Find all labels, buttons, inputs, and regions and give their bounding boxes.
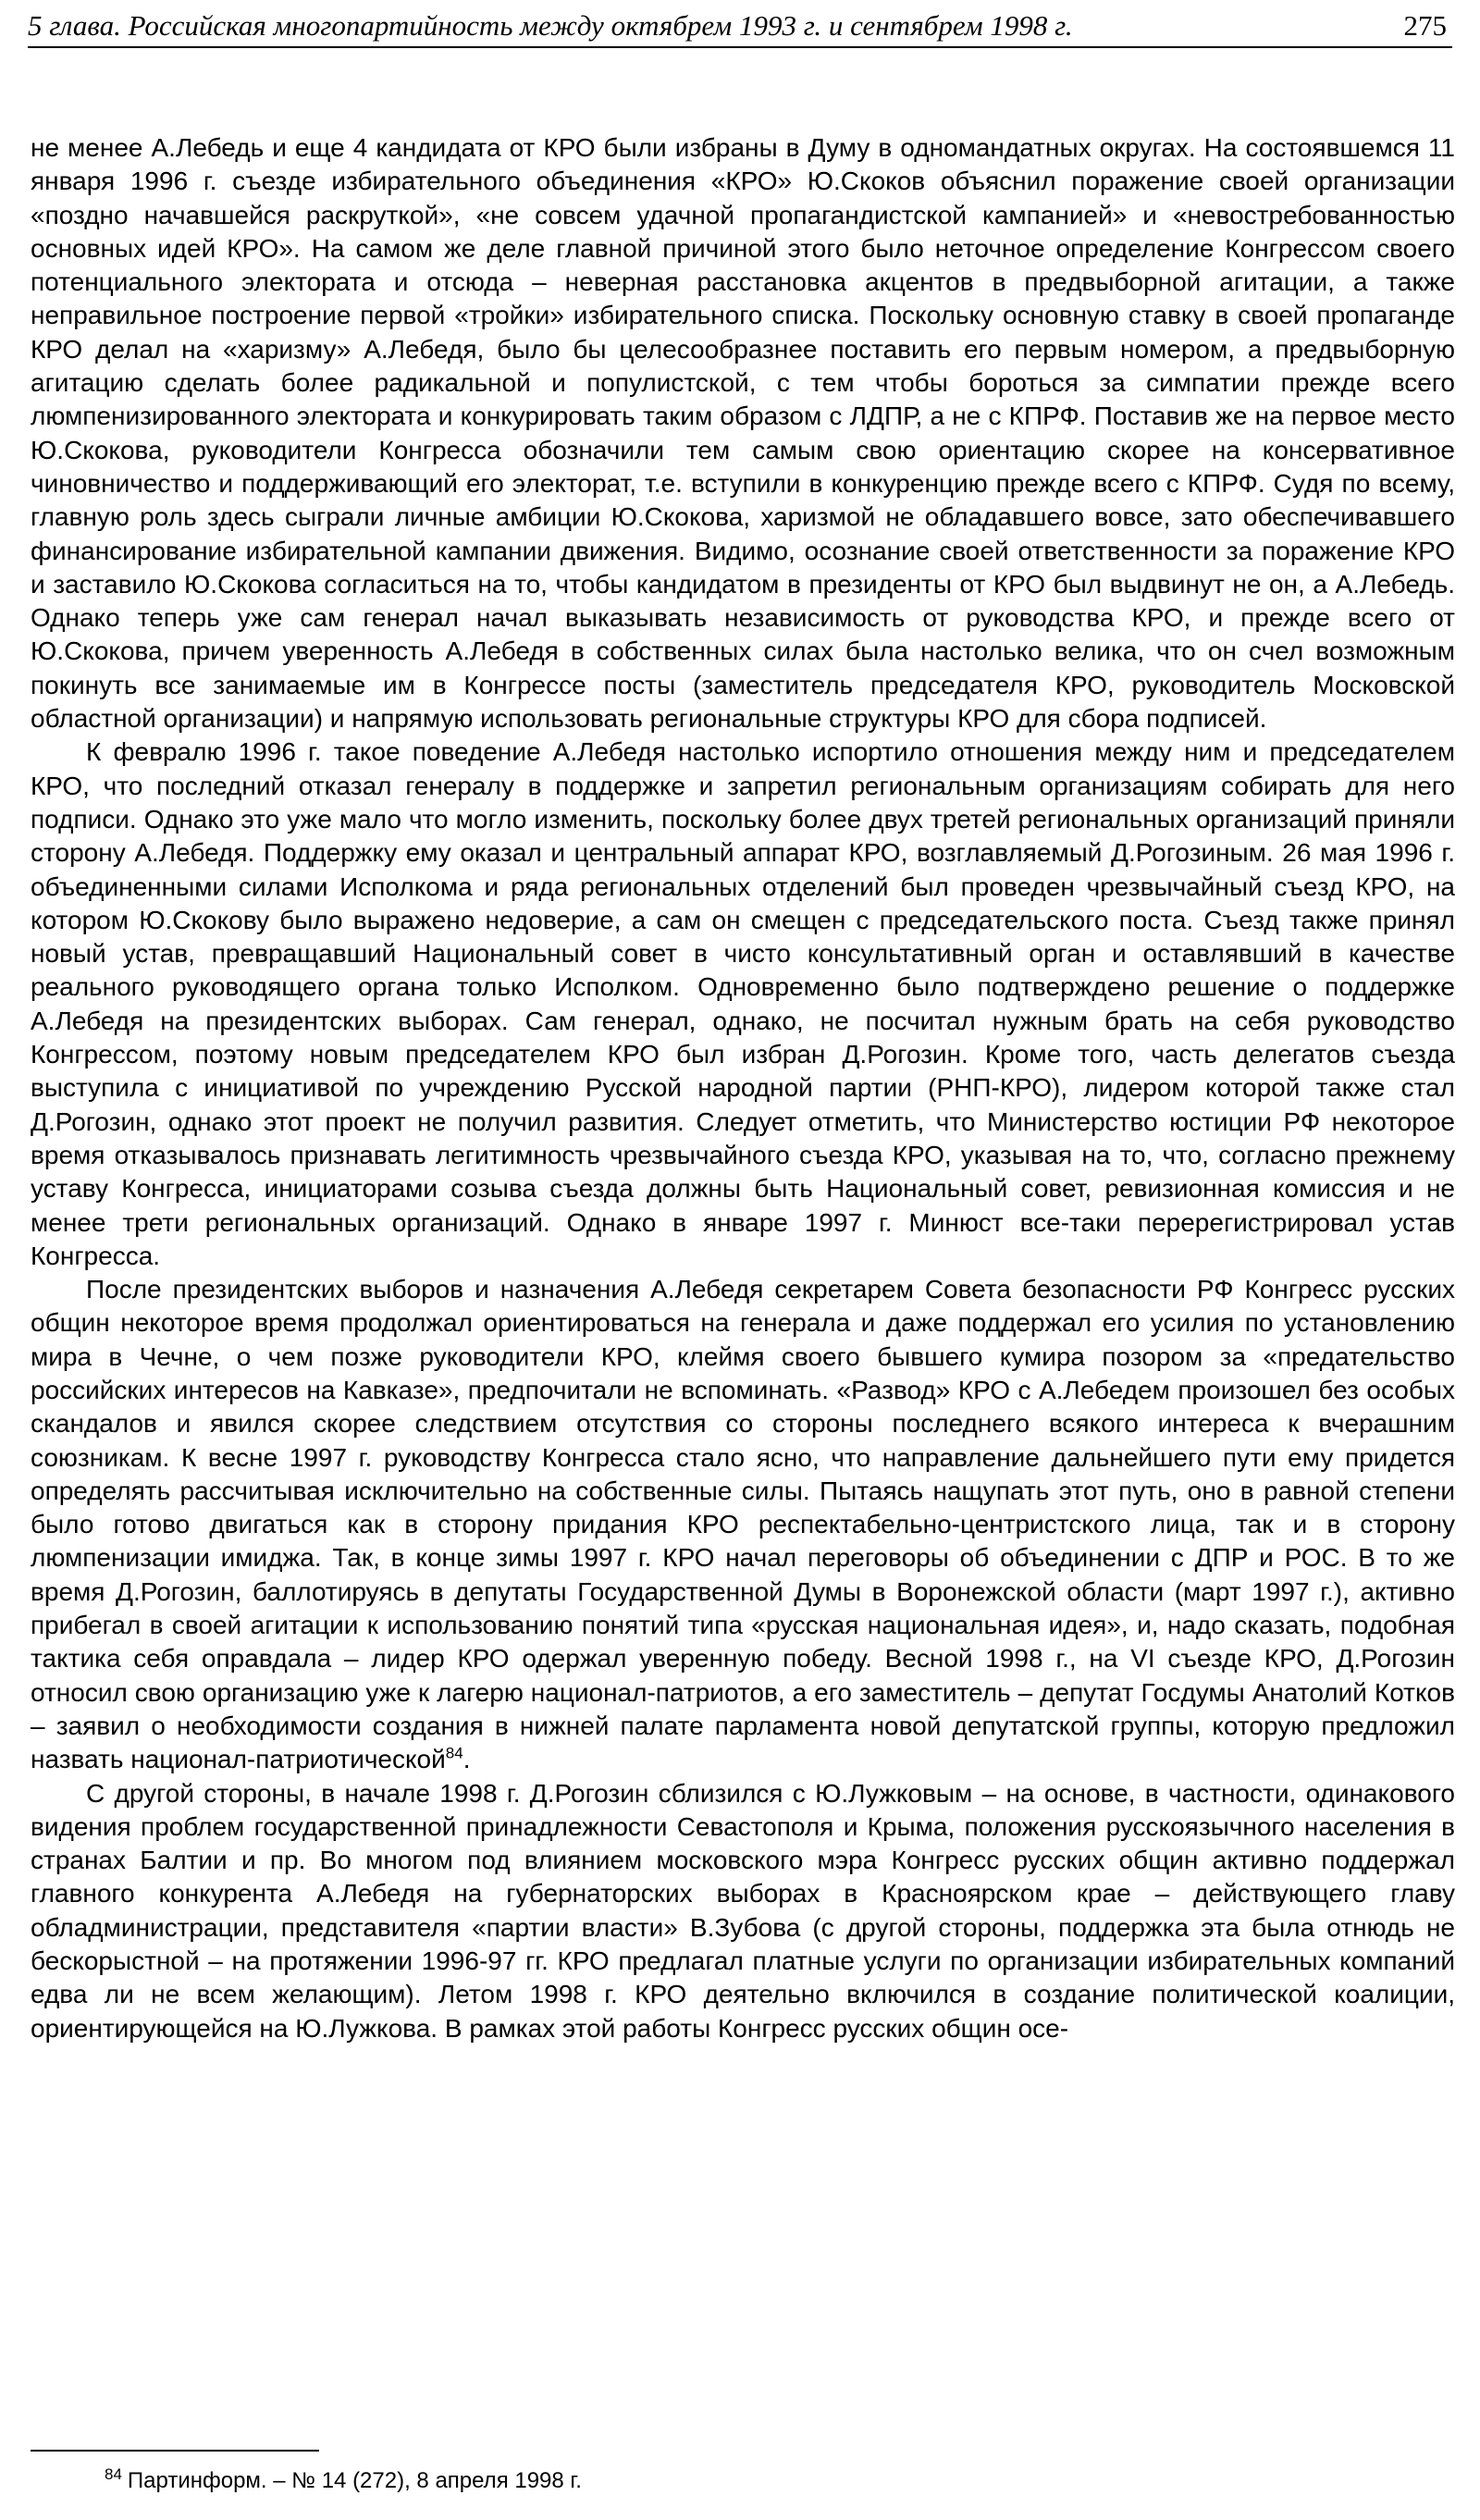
paragraph: не менее А.Лебедь и еще 4 кандидата от КРО были избраны в Думу в одномандатных округах. На состоявшемся 11 января 1996 г. съезде избирательного объединения «КРО» Ю.Скоков объяснил поражение своей организации «поздно начавшейся раскруткой», «не совсем удачной пропагандистской кампанией» и «невостребованностью основных идей КРО». На самом же деле главной причиной этого было неточное определение Конгрессом своего потенциального электората и отсюда – неверная расстановка акцентов в предвыборной агитации, а также неправильное построение первой «тройки» избирательного списка. Поскольку основную ставку в своей пропаганде КРО делал на «харизму» А.Лебедя, было бы целесообразнее поставить его первым номером, а предвыборную агитацию сделать более радикальной и популистской, с тем чтобы бороться за симпатии прежде всего люмпенизированного электората и конкурировать таким образом с ЛДПР, а не с КПРФ. Поставив же на первое место Ю.Скокова, руководители Конгресса обозначили тем самым свою ориентацию скорее на консервативное чиновничество и поддерживающий его электорат, т.е. вступили в конкуренцию прежде всего с КПРФ. Судя по всему, главную роль здесь сыграли личные амбиции Ю.Скокова, харизмой не обладавшего вовсе, зато обеспечивавшего финансирование избирательной кампании движения. Видимо, осознание своей ответственности за поражение КРО и заставило Ю.Скокова согласиться на то, чтобы кандидатом в президенты от КРО был выдвинут не он, а А.Лебедь. Однако теперь уже сам генерал начал выказывать независимость от руководства КРО, и прежде всего от Ю.Скокова, причем уверенность А.Лебедя в собственных силах была настолько велика, что он счел возможным покинуть все занимаемые им в Конгрессе посты (заместитель председателя КРО, руководитель Московской областной организации) и напрямую использовать региональные структуры КРО для сбора подписей. (31, 133, 1455, 734)
paragraph: После президентских выборов и назначения А.Лебедя секретарем Совета безопасности РФ Конгресс русских общин некоторое время продолжал ориентироваться на генерала и даже поддержал его усилия по установлению мира в Чечне, о чем позже руководители КРО, клеймя своего бывшего кумира позором за «предательство российских интересов на Кавказе», предпочитали не вспоминать. «Развод» КРО с А.Лебедем произошел без особых скандалов и явился скорее следствием отсутствия со стороны последнего всякого интереса к вчерашним союзникам. К весне 1997 г. руководству Конгресса стало ясно, что направление дальнейшего пути ему придется определять рассчитывая исключительно на собственные силы. Пытаясь нащупать этот путь, оно в равной степени было готово двигаться как в сторону придания КРО респектабельно-центристского лица, так и в сторону люмпенизации имиджа. Так, в конце зимы 1997 г. КРО начал переговоры об объединении с ДПР и РОС. В то же время Д.Рогозин, баллотируясь в депутаты Государственной Думы в Воронежской области (март 1997 г.), активно прибегал в своей агитации к использованию понятий типа «русская национальная идея», и, надо сказать, подобная тактика себя оправдала – лидер КРО одержал уверенную победу. Весной 1998 г., на VI съезде КРО, Д.Рогозин относил свою организацию уже к лагерю национал-патриотов, а его заместитель – депутат Госдумы Анатолий Котков – заявил о необходимости создания в нижней палате парламента новой депутатской группы, которую предложил назвать национал-патриотической$^{84}$. (31, 1275, 1455, 1774)
paragraph: К февралю 1996 г. такое поведение А.Лебедя настолько испортило отношения между ним и председателем КРО, что последний отказал генералу в поддержке и запретил региональным организациям собирать для него подписи. Однако это уже мало что могло изменить, поскольку более двух третей региональных организаций приняли сторону А.Лебедя. Поддержку ему оказал и центральный аппарат КРО, возглавляемый Д.Рогозиным. 26 мая 1996 г. объединенными силами Исполкома и ряда региональных отделений был проведен чрезвычайный съезд КРО, на котором Ю.Скокову было выражено недоверие, а сам он смещен с председательского поста. Съезд также принял новый устав, превращавший Национальный совет в чисто консультативный орган и оставлявший в качестве реального руководящего органа только Исполком. Одновременно было подтверждено решение о поддержке А.Лебедя на президентских выборах. Сам генерал, однако, не посчитал нужным брать на себя руководство Конгрессом, поэтому новым председателем КРО был избран Д.Рогозин. Кроме того, часть делегатов съезда выступила с инициативой по учреждению Русской народной партии (РНП-КРО), лидером которой также стал Д.Рогозин, однако этот проект не получил развития. Следует отметить, что Министерство юстиции РФ некоторое время отказывалось признавать легитимность чрезвычайного съезда КРО, указывая на то, что, согласно прежнему уставу Конгресса, инициаторами созыва съезда должны быть Национальный совет, ревизионная комиссия и не менее трети региональных организаций. Однако в январе 1997 г. Минюст все-таки перерегистрировал устав Конгресса. (31, 737, 1455, 1270)
chapter-title: 5 глава. Российская многопартийность между октябрем 1993 г. и сентябрем 1998 г. (28, 9, 1073, 42)
page-number: 275 (1403, 9, 1447, 42)
footnote-reference[interactable]: 84 (445, 1744, 463, 1762)
footnote-divider (31, 2450, 319, 2452)
footnote-text: Партинформ. – № 14 (272), 8 апреля 1998 г. (127, 2468, 582, 2493)
main-text (31, 131, 1455, 2045)
footnote-number: 84 (105, 2465, 122, 2483)
footnote (105, 2465, 582, 2494)
paragraph: С другой стороны, в начале 1998 г. Д.Рогозин сблизился с Ю.Лужковым – на основе, в частности, одинакового видения проблем государственной принадлежности Севастополя и Крыма, положения русскоязычного населения в странах Балтии и пр. Во многом под влиянием московского мэра Конгресс русских общин активно поддержал главного конкурента А.Лебедя на губернаторских выборах в Красноярском крае – действующего главу обладминистрации, представителя «партии власти» В.Зубова (с другой стороны, поддержка эта была отнюдь не бескорыстной – на протяжении 1996-97 гг. КРО предлагал платные услуги по организации избирательных компаний едва ли не всем желающим). Летом 1998 г. КРО деятельно включился в создание политической коалиции, ориентирующейся на Ю.Лужкова. В рамках этой работы Конгресс русских общин осе- (31, 1778, 1455, 2043)
running-header (28, 6, 1452, 48)
